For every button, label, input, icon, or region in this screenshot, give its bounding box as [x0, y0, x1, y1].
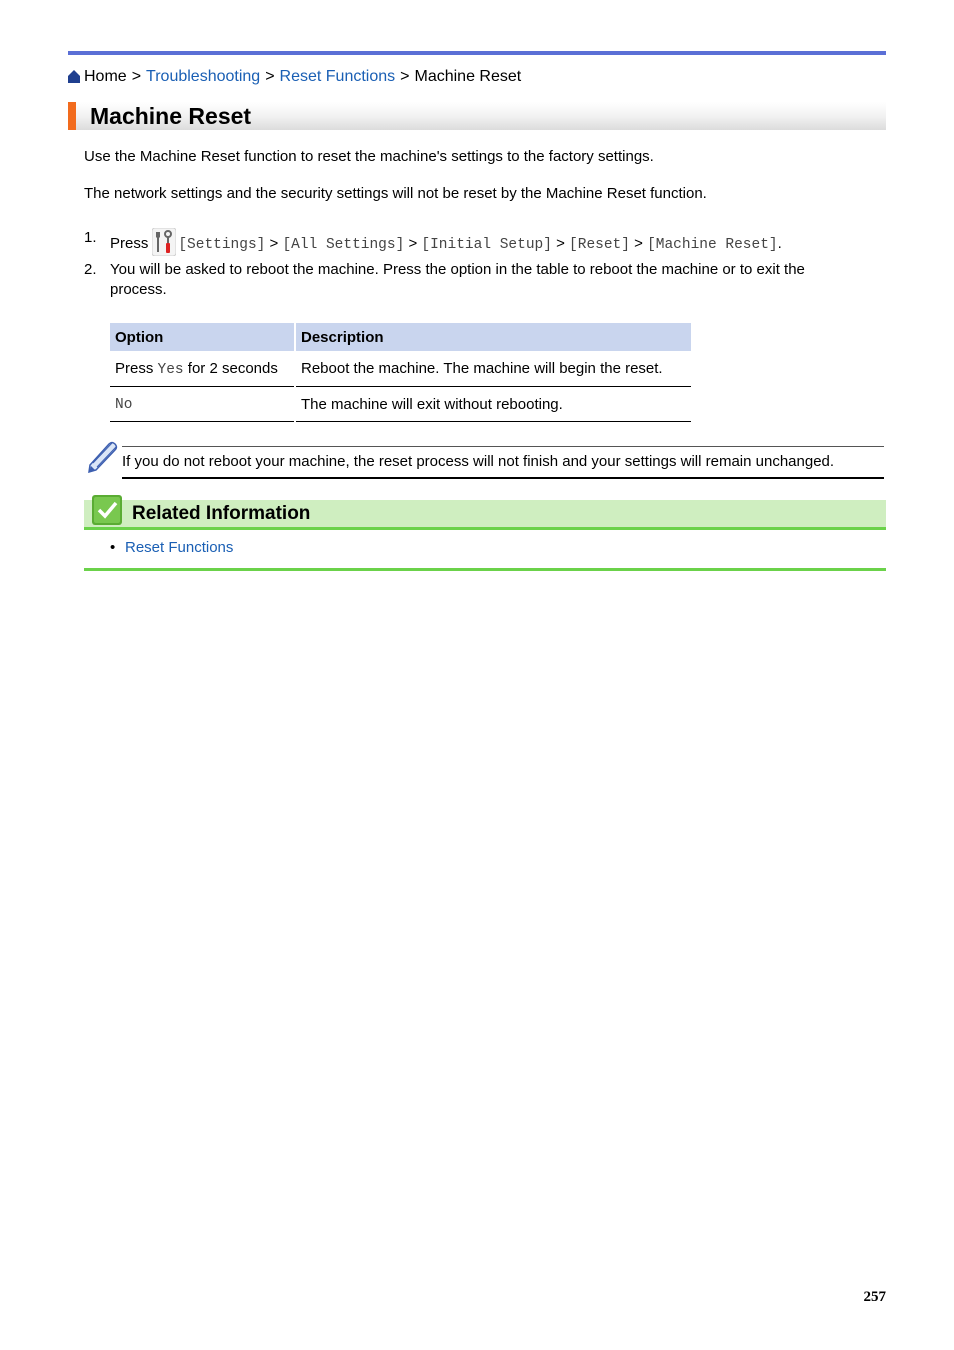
- related-reset-functions-link[interactable]: Reset Functions: [125, 539, 234, 556]
- description-cell: Reboot the machine. The machine will begin the reset.: [296, 351, 691, 387]
- breadcrumb-current: Machine Reset: [414, 68, 522, 85]
- step-1-gt: >: [634, 235, 643, 252]
- option-column-header: Option: [110, 323, 294, 351]
- option-duration-text: for 2 seconds: [187, 359, 278, 377]
- related-information-title: Related Information: [132, 503, 311, 524]
- note-box: [122, 446, 884, 479]
- step-1-press: Press: [110, 235, 149, 252]
- breadcrumb-separator: >: [265, 68, 275, 85]
- option-no: No: [115, 397, 133, 413]
- table-row: [110, 387, 691, 422]
- related-list: [110, 538, 233, 558]
- page-title: Machine Reset: [90, 103, 252, 129]
- options-table: [108, 323, 693, 422]
- breadcrumb-separator: >: [131, 68, 142, 85]
- step-1-gt: >: [269, 235, 279, 252]
- title-accent-bar: [68, 102, 76, 130]
- table-row: [110, 351, 691, 387]
- option-yes: Yes: [157, 361, 184, 378]
- intro-paragraph-1: Use the Machine Reset function to reset the machine's settings to the factory settings.: [84, 148, 654, 165]
- breadcrumb-troubleshooting-link[interactable]: Troubleshooting: [146, 68, 261, 85]
- page-title-band: [68, 102, 886, 130]
- option-press-text: Press: [115, 359, 154, 377]
- step-2-line-2: process.: [110, 281, 167, 298]
- page-number: 257: [863, 1289, 886, 1305]
- step-1-all-settings: [All Settings]: [282, 237, 405, 253]
- step-1-settings: [Settings]: [178, 237, 266, 253]
- checkmark-icon: [92, 495, 122, 529]
- breadcrumb-separator: >: [400, 68, 410, 85]
- top-rule: [68, 51, 886, 55]
- pencil-note-icon: [86, 439, 120, 477]
- settings-tools-icon: [152, 228, 176, 262]
- step-1-number: 1.: [84, 229, 97, 246]
- step-1-initial-setup: [Initial Setup]: [421, 237, 552, 253]
- step-1-period: .: [777, 235, 782, 252]
- description-column-header: Description: [296, 323, 691, 351]
- related-information-header: [84, 500, 886, 530]
- step-1-gt: >: [556, 235, 565, 252]
- step-2-number: 2.: [84, 261, 97, 278]
- list-item: [110, 538, 233, 558]
- step-2-line-1: You will be asked to reboot the machine. Press the option in the table to reboot the machine or to exit the: [110, 261, 805, 278]
- step-1-gt: >: [408, 235, 418, 252]
- table-header-row: [110, 323, 691, 351]
- step-1-reset: [Reset]: [569, 237, 630, 253]
- home-icon[interactable]: [68, 69, 80, 89]
- option-cell: [110, 387, 294, 422]
- bullet: •: [110, 539, 116, 556]
- description-cell: The machine will exit without rebooting.: [296, 387, 691, 422]
- note-text: If you do not reboot your machine, the reset process will not finish and your settings will remain unchanged.: [122, 453, 835, 470]
- step-1-machine-reset: [Machine Reset]: [647, 237, 778, 253]
- breadcrumb: [68, 67, 521, 87]
- breadcrumb-reset-functions-link[interactable]: Reset Functions: [279, 68, 396, 85]
- related-end-rule: [84, 568, 886, 571]
- breadcrumb-home[interactable]: Home: [84, 68, 127, 85]
- intro-paragraph-2: The network settings and the security settings will not be reset by the Machine Reset function.: [84, 185, 707, 202]
- step-1: [110, 228, 782, 262]
- option-cell: [110, 351, 294, 387]
